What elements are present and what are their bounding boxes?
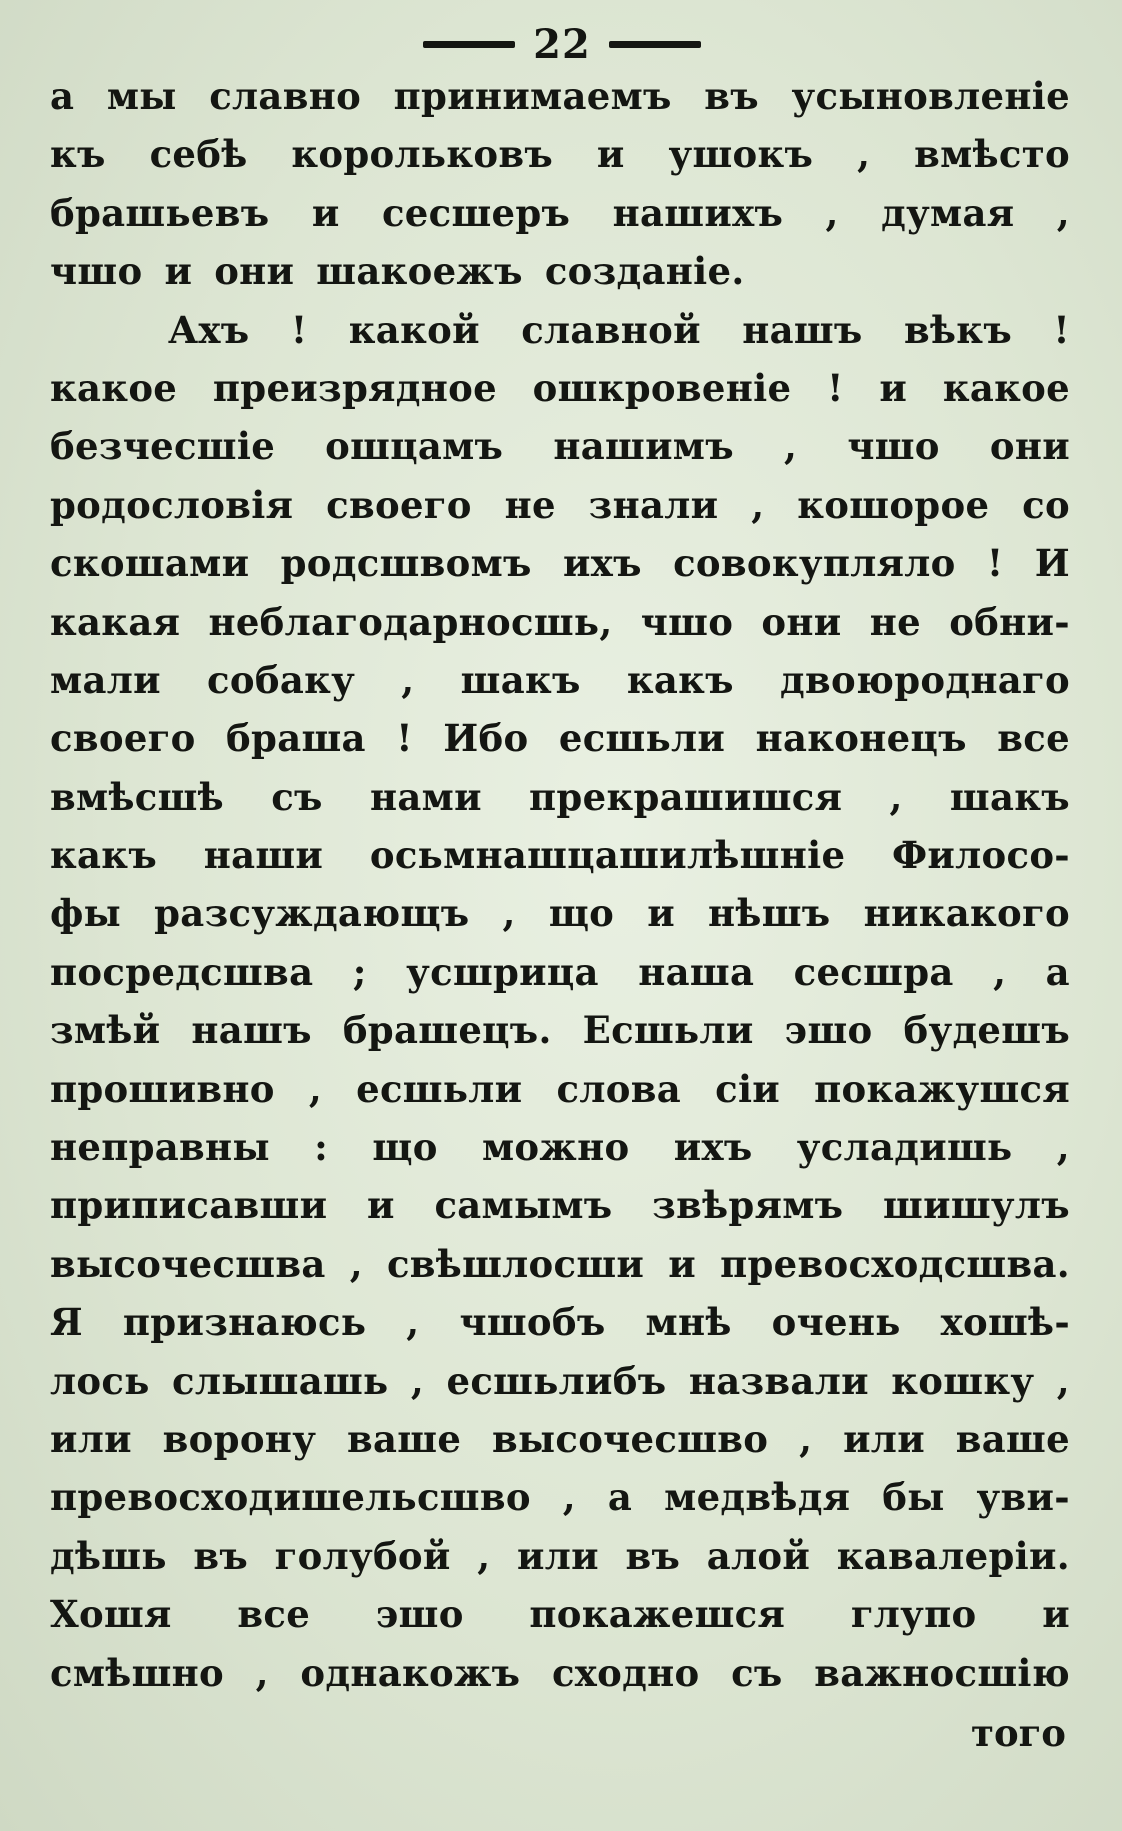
word: : bbox=[314, 1125, 329, 1170]
word: нашъ bbox=[742, 307, 863, 352]
text-line bbox=[50, 132, 1070, 190]
text-line bbox=[50, 1242, 1070, 1300]
text-line bbox=[50, 600, 1070, 658]
word: шакъ bbox=[949, 774, 1070, 819]
word: вмѣсшѣ bbox=[50, 774, 224, 819]
word: слышашь bbox=[172, 1358, 389, 1403]
word: слова bbox=[556, 1066, 681, 1111]
word: нами bbox=[369, 774, 482, 819]
word: мы bbox=[106, 74, 177, 118]
word: , bbox=[799, 1416, 813, 1461]
word: ошкровеніе bbox=[532, 365, 792, 410]
word: какая bbox=[50, 599, 181, 644]
word: шакъ bbox=[460, 657, 581, 702]
word: бы bbox=[882, 1475, 945, 1520]
word: покажешся bbox=[529, 1592, 786, 1637]
word: , bbox=[502, 891, 516, 936]
word: ! bbox=[290, 307, 308, 352]
word: змѣй bbox=[50, 1008, 161, 1053]
word: мнѣ bbox=[645, 1300, 732, 1345]
word: покажушся bbox=[814, 1066, 1070, 1111]
word: важносшію bbox=[814, 1650, 1070, 1695]
word: своего bbox=[326, 482, 472, 527]
word: И bbox=[1034, 541, 1070, 586]
word: ; bbox=[352, 949, 367, 994]
word: брашьевъ bbox=[50, 190, 270, 235]
word: неправны bbox=[50, 1125, 270, 1170]
word: кошку bbox=[891, 1358, 1035, 1403]
word: , bbox=[825, 190, 839, 235]
word: Хошя bbox=[50, 1592, 172, 1637]
word: принимаемъ bbox=[393, 74, 672, 118]
word: или bbox=[50, 1416, 132, 1461]
word: признаюсь bbox=[122, 1300, 367, 1345]
word: Ахъ bbox=[168, 307, 250, 352]
text-line bbox=[50, 308, 1070, 366]
word: ! bbox=[396, 716, 413, 761]
word: высочесшво bbox=[491, 1416, 769, 1461]
word: славно bbox=[209, 74, 362, 118]
word: шакоежъ bbox=[316, 249, 523, 294]
text-line bbox=[50, 1125, 1070, 1183]
word: прекрашишся bbox=[529, 774, 843, 819]
word: въ bbox=[193, 1533, 249, 1578]
word: ихъ bbox=[563, 541, 642, 586]
text-line bbox=[50, 249, 1070, 307]
word: , bbox=[857, 132, 871, 177]
text-line bbox=[50, 1183, 1070, 1241]
word: браша bbox=[226, 716, 366, 761]
word: совокупляло bbox=[673, 541, 956, 586]
word: ошцамъ bbox=[325, 424, 504, 469]
text-line bbox=[50, 1067, 1070, 1125]
word: а bbox=[607, 1475, 633, 1520]
word: превосходишельсшво bbox=[50, 1475, 531, 1520]
word: сіи bbox=[715, 1066, 781, 1111]
word: , bbox=[562, 1475, 576, 1520]
word: , bbox=[1056, 1358, 1070, 1403]
word: уви- bbox=[976, 1475, 1070, 1520]
word: обни- bbox=[949, 599, 1070, 644]
word: алой bbox=[706, 1533, 811, 1578]
word: ихъ bbox=[673, 1125, 753, 1170]
text-line bbox=[50, 1651, 1070, 1709]
word: наша bbox=[638, 949, 755, 994]
page-number: 22 bbox=[533, 20, 591, 68]
word: , bbox=[1056, 190, 1070, 235]
word: въ bbox=[625, 1533, 681, 1578]
body-text bbox=[50, 74, 1070, 1709]
word: къ bbox=[50, 132, 106, 177]
word: какъ bbox=[626, 657, 734, 702]
word: ! bbox=[1053, 307, 1070, 352]
word: не bbox=[504, 482, 556, 527]
word: ваше bbox=[346, 1416, 462, 1461]
word: превосходсшва. bbox=[720, 1241, 1070, 1286]
word: , bbox=[751, 482, 765, 527]
word: со bbox=[1022, 482, 1070, 527]
word: нашихъ bbox=[612, 190, 784, 235]
word: усладишь bbox=[796, 1125, 1013, 1170]
text-line bbox=[50, 74, 1070, 132]
word: можно bbox=[481, 1125, 630, 1170]
word: приписавши bbox=[50, 1183, 328, 1228]
word: созданіе. bbox=[544, 249, 745, 294]
word: наконецъ bbox=[755, 716, 967, 761]
word: преизрядное bbox=[212, 365, 497, 410]
word: нашимъ bbox=[553, 424, 734, 469]
word: сесшра bbox=[793, 949, 954, 994]
word: усыновленіе bbox=[791, 74, 1070, 118]
word: , bbox=[255, 1650, 269, 1695]
word: шишулъ bbox=[883, 1183, 1070, 1228]
head-rule-left bbox=[423, 41, 515, 48]
text-line bbox=[50, 1300, 1070, 1358]
word: дѣшь bbox=[50, 1533, 167, 1578]
word: кавалеріи. bbox=[836, 1533, 1070, 1578]
text-line bbox=[50, 950, 1070, 1008]
word: нашъ bbox=[191, 1008, 312, 1053]
word: или bbox=[517, 1533, 599, 1578]
word: и bbox=[879, 365, 908, 410]
word: , bbox=[401, 657, 415, 702]
word: посредсшва bbox=[50, 949, 314, 994]
word: кошорое bbox=[797, 482, 990, 527]
text-line bbox=[50, 191, 1070, 249]
word: хошѣ- bbox=[940, 1300, 1070, 1345]
word: , bbox=[477, 1533, 491, 1578]
word: они bbox=[761, 599, 842, 644]
word: есшьлибъ bbox=[446, 1358, 667, 1403]
word: однакожъ bbox=[300, 1650, 521, 1695]
word: а bbox=[50, 74, 75, 118]
word: лось bbox=[50, 1358, 150, 1403]
word: прошивно bbox=[50, 1066, 275, 1111]
word: , bbox=[410, 1358, 425, 1403]
word: чшобъ bbox=[459, 1300, 606, 1345]
text-line bbox=[50, 541, 1070, 599]
text-line bbox=[50, 1359, 1070, 1417]
word: будешъ bbox=[903, 1008, 1070, 1053]
word: осьмнашцашилѣшніе bbox=[369, 833, 846, 878]
word: они bbox=[214, 249, 295, 294]
word: родословія bbox=[50, 482, 294, 527]
word: эшо bbox=[784, 1008, 873, 1053]
word: высочесшва bbox=[50, 1241, 326, 1286]
word: скошами bbox=[50, 541, 250, 586]
word: фы bbox=[50, 891, 122, 936]
word: сходно bbox=[551, 1650, 700, 1695]
word: какой bbox=[348, 307, 480, 352]
word: очень bbox=[771, 1300, 901, 1345]
word: славной bbox=[521, 307, 701, 352]
word: , bbox=[889, 774, 903, 819]
word: неблагодарносшь, bbox=[208, 599, 613, 644]
text-line bbox=[50, 366, 1070, 424]
word: есшьли bbox=[558, 716, 726, 761]
word: глупо bbox=[850, 1592, 977, 1637]
word: наши bbox=[203, 833, 324, 878]
text-line bbox=[50, 424, 1070, 482]
word: думая bbox=[881, 190, 1015, 235]
word: що bbox=[548, 891, 615, 936]
word: свѣшлосши bbox=[386, 1241, 645, 1286]
word: Есшьли bbox=[582, 1008, 754, 1053]
text-line bbox=[50, 1534, 1070, 1592]
word: и bbox=[311, 190, 340, 235]
word: ушокъ bbox=[668, 132, 814, 177]
word: своего bbox=[50, 716, 196, 761]
word: чшо bbox=[847, 424, 940, 469]
word: разсуждающъ bbox=[154, 891, 470, 936]
word: никакого bbox=[863, 891, 1070, 936]
text-line bbox=[50, 1592, 1070, 1650]
text-line bbox=[50, 775, 1070, 833]
word: , bbox=[349, 1241, 363, 1286]
word: какъ bbox=[50, 833, 157, 878]
word: какое bbox=[50, 365, 178, 410]
word: чшо bbox=[640, 599, 734, 644]
word: все bbox=[237, 1592, 311, 1637]
word: родсшвомъ bbox=[280, 541, 532, 586]
word: эшо bbox=[375, 1592, 464, 1637]
word: вѣкъ bbox=[903, 307, 1012, 352]
word: смѣшно bbox=[50, 1650, 225, 1695]
word: звѣрямъ bbox=[652, 1183, 844, 1228]
word: и bbox=[164, 249, 193, 294]
word: , bbox=[784, 424, 798, 469]
word: и bbox=[1042, 1592, 1070, 1637]
word: съ bbox=[731, 1650, 783, 1695]
text-line bbox=[50, 483, 1070, 541]
word: безчесшіе bbox=[50, 424, 276, 469]
word: нѣшъ bbox=[708, 891, 831, 936]
word: , bbox=[993, 949, 1007, 994]
word: ваше bbox=[955, 1416, 1070, 1461]
word: ворону bbox=[162, 1416, 317, 1461]
word: ! bbox=[827, 365, 844, 410]
word: сесшеръ bbox=[381, 190, 571, 235]
word: ! bbox=[986, 541, 1004, 586]
word: голубой bbox=[274, 1533, 451, 1578]
word: собаку bbox=[207, 657, 356, 702]
word: усшрица bbox=[406, 949, 599, 994]
word: или bbox=[843, 1416, 925, 1461]
text-line bbox=[50, 1417, 1070, 1475]
word: и bbox=[668, 1241, 697, 1286]
word: Я bbox=[50, 1300, 83, 1345]
running-head bbox=[54, 18, 1070, 70]
word: назвали bbox=[688, 1358, 869, 1403]
word: брашецъ. bbox=[342, 1008, 552, 1053]
word: , bbox=[1056, 1125, 1070, 1170]
text-line bbox=[50, 833, 1070, 891]
word: они bbox=[989, 424, 1070, 469]
word: есшьли bbox=[356, 1066, 523, 1111]
catchword: того bbox=[971, 1710, 1066, 1755]
word: съ bbox=[271, 774, 323, 819]
word: не bbox=[869, 599, 921, 644]
word: все bbox=[997, 716, 1070, 761]
text-line bbox=[50, 1008, 1070, 1066]
word: , bbox=[406, 1300, 420, 1345]
word: двоюроднаго bbox=[780, 657, 1070, 702]
word: какое bbox=[942, 365, 1070, 410]
word: самымъ bbox=[434, 1183, 613, 1228]
word: Филосо- bbox=[891, 833, 1070, 878]
word: , bbox=[308, 1066, 323, 1111]
text-line bbox=[50, 1475, 1070, 1533]
word: и bbox=[596, 132, 625, 177]
text-line bbox=[50, 658, 1070, 716]
word: що bbox=[372, 1125, 438, 1170]
word: а bbox=[1045, 949, 1070, 994]
word: въ bbox=[704, 74, 759, 118]
text-line bbox=[50, 891, 1070, 949]
word: и bbox=[367, 1183, 395, 1228]
word: мали bbox=[50, 657, 161, 702]
word: медвѣдя bbox=[664, 1475, 851, 1520]
word: знали bbox=[588, 482, 719, 527]
text-line bbox=[50, 716, 1070, 774]
word: вмѣсто bbox=[914, 132, 1070, 177]
word: себѣ bbox=[149, 132, 248, 177]
word: корольковъ bbox=[291, 132, 554, 177]
head-rule-right bbox=[609, 41, 701, 48]
word: Ибо bbox=[443, 716, 529, 761]
word: и bbox=[647, 891, 675, 936]
word: чшо bbox=[50, 249, 143, 294]
